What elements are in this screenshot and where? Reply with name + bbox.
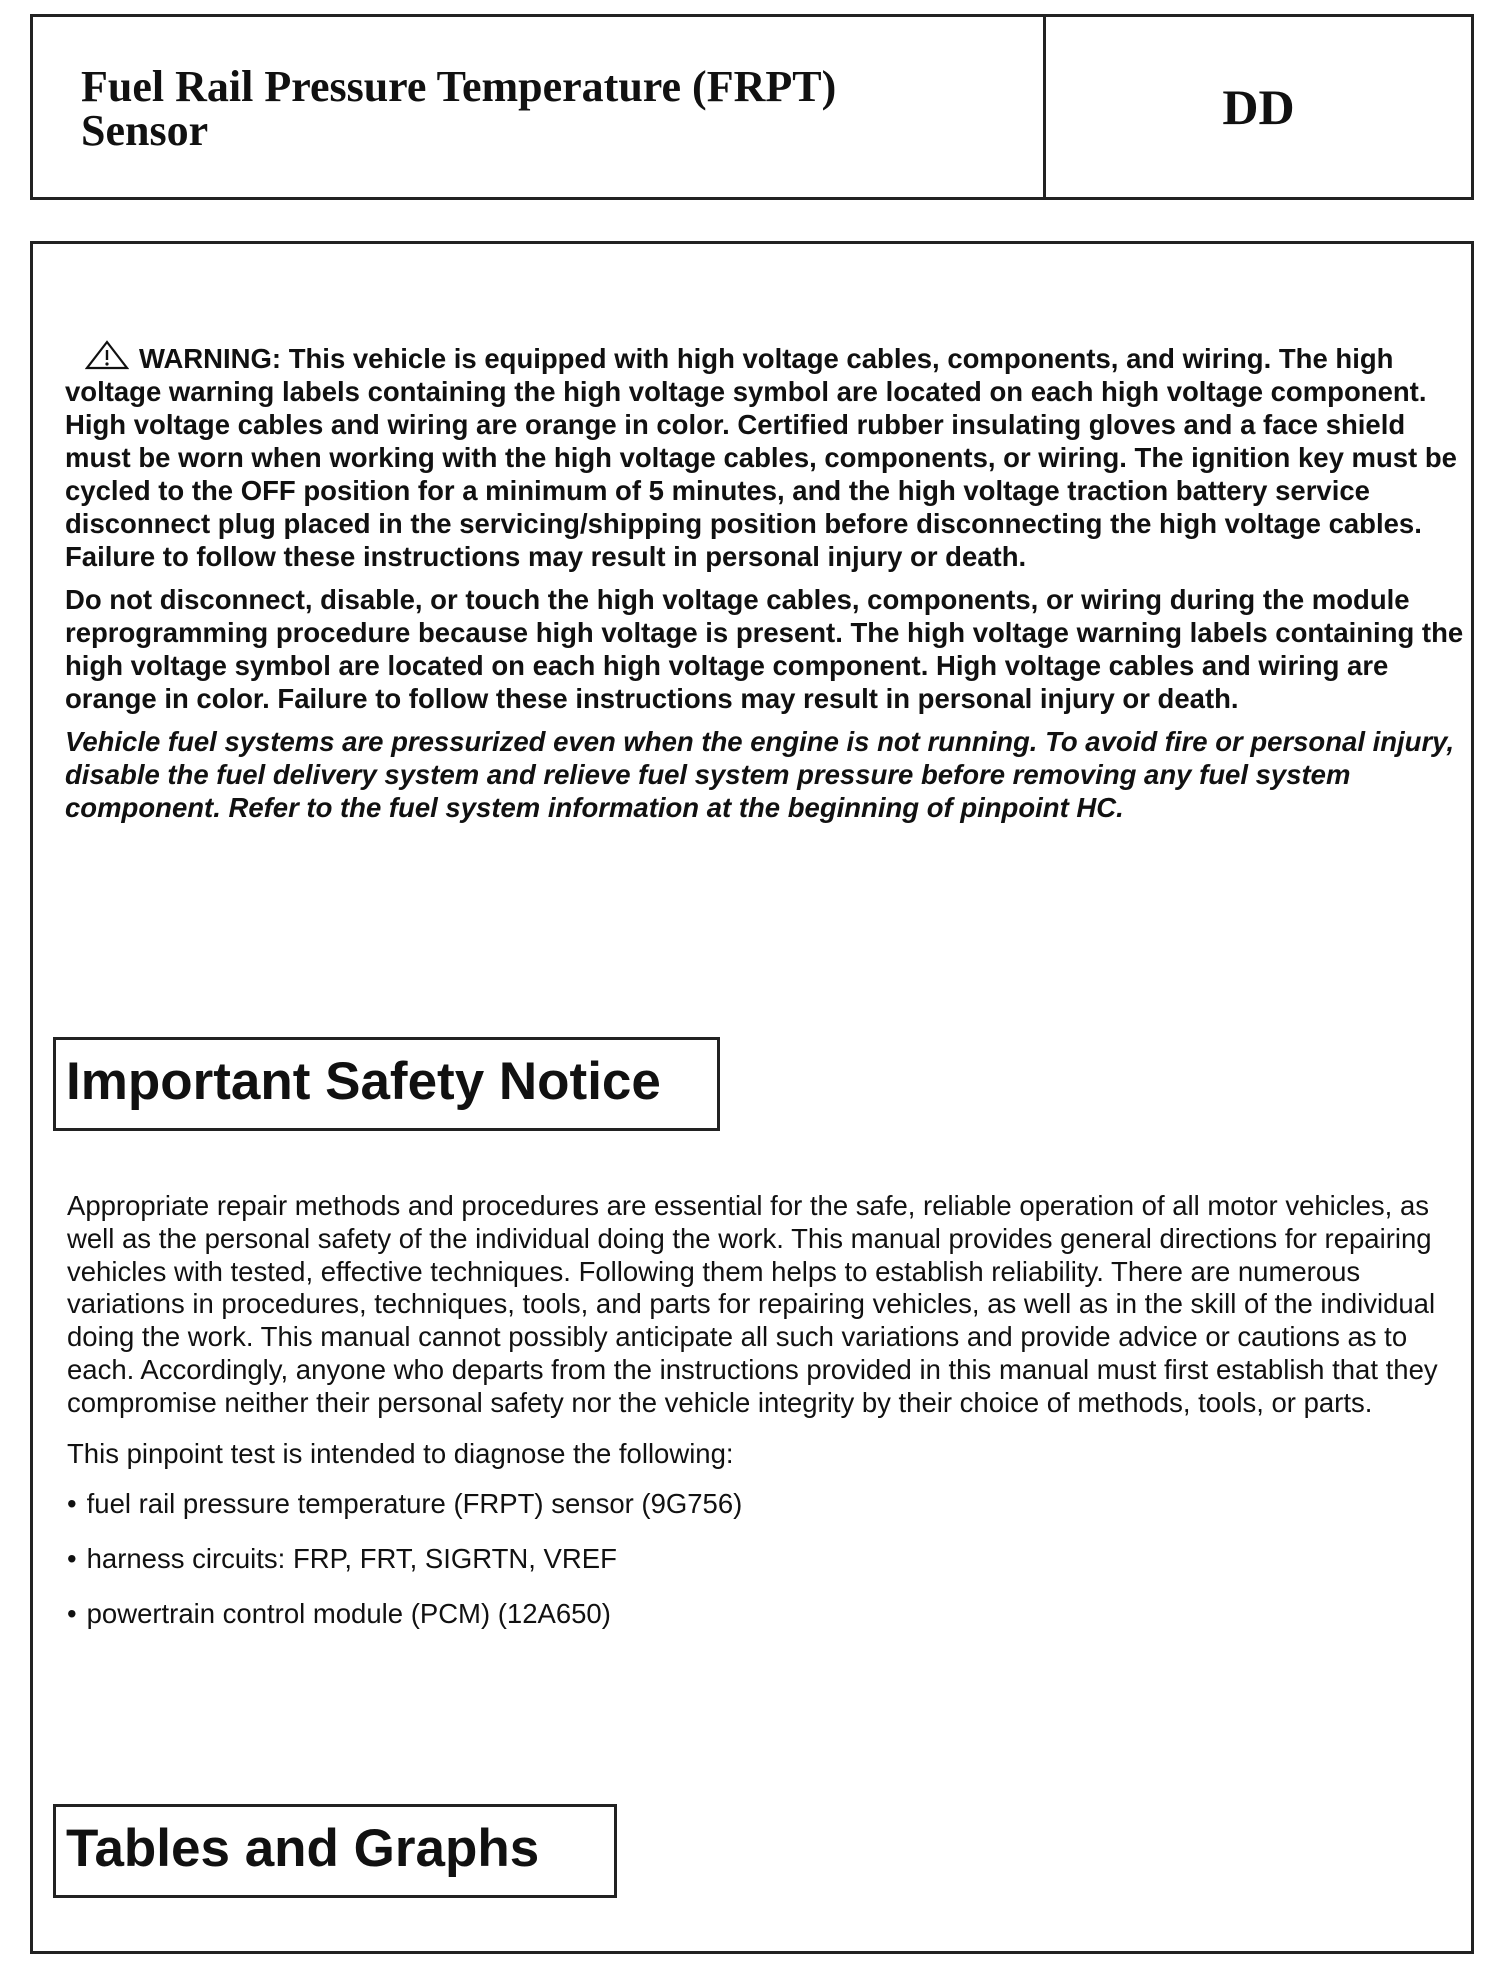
warning-block	[65, 340, 1465, 834]
page-title-line-1: Fuel Rail Pressure Temperature (FRPT)	[81, 62, 837, 111]
diagnosis-intro: This pinpoint test is intended to diagnose the following:	[67, 1437, 734, 1469]
fuel-pressure-warning: Vehicle fuel systems are pressurized even when the engine is not running. To avoid fire or personal injury, disable the fuel delivery system and relieve fuel system pressure before removing any fuel system component. Refer to the fuel system information at the beginning of pinpoint HC.	[65, 726, 1455, 823]
safety-notice-body	[67, 1190, 1462, 1653]
pinpoint-code: DD	[1222, 79, 1295, 135]
page-title	[81, 62, 1041, 155]
page-header	[30, 14, 1474, 200]
safety-notice-text: Appropriate repair methods and procedures are essential for the safe, reliable operation of all motor vehicles, as well as the personal safety of the individual doing the work. This manual provides general directions for repairing vehicles with tested, effective techniques. Following them helps to establish reliability. There are numerous variations in procedures, techniques, tools, and parts for repairing vehicles, as well as in the skill of the individual doing the work. This manual cannot possibly anticipate all such variations and provide advice or cautions as to each. Accordingly, anyone who departs from the instructions provided in this manual must first establish that they compromise neither their personal safety nor the vehicle integrity by their choice of methods, tools, or parts.	[67, 1190, 1438, 1418]
list-item: • fuel rail pressure temperature (FRPT) sensor (9G756)	[67, 1488, 1462, 1521]
safety-notice-heading: Important Safety Notice	[53, 1037, 720, 1131]
list-item: • powertrain control module (PCM) (12A650)	[67, 1598, 1462, 1631]
reprogramming-warning: Do not disconnect, disable, or touch the high voltage cables, components, or wiring during the module reprogramming procedure because high voltage is present. The high voltage warning labels containing the high voltage symbol are located on each high voltage component. High voltage cables and wiring are orange in color. Failure to follow these instructions may result in personal injury or death.	[65, 584, 1464, 714]
page-title-line-2: Sensor	[81, 106, 209, 155]
high-voltage-warning	[65, 340, 1465, 573]
content-frame	[30, 241, 1474, 1954]
high-voltage-warning-text: WARNING: This vehicle is equipped with high voltage cables, components, and wiring. The high voltage warning labels containing the high voltage symbol are located on each high voltage component. High voltage cables and wiring are orange in color. Certified rubber insulating gloves and a face shield must be worn when working with the high voltage cables, components, or wiring. The ignition key must be cycled to the OFF position for a minimum of 5 minutes, and the high voltage traction battery service disconnect plug placed in the servicing/shipping position before disconnecting the high voltage cables. Failure to follow these instructions may result in personal injury or death.	[65, 343, 1457, 572]
tables-graphs-heading: Tables and Graphs	[53, 1804, 617, 1898]
list-item: • harness circuits: FRP, FRT, SIGRTN, VREF	[67, 1543, 1462, 1576]
diagnosis-list	[67, 1488, 1462, 1630]
warning-triangle-icon	[85, 340, 129, 370]
